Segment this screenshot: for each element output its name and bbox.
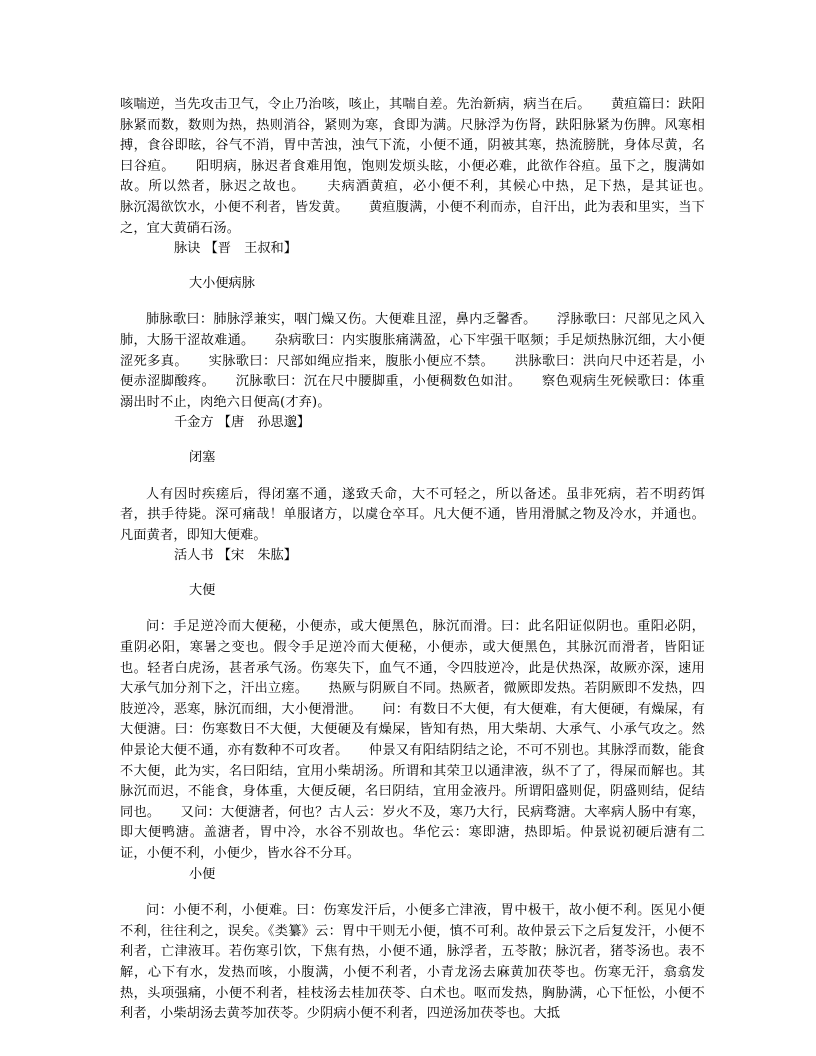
- source-qianjinfang: 千金方 【唐 孙思邈】: [174, 415, 311, 431]
- heading-obstruction: 闭塞: [189, 449, 216, 465]
- heading-urine: 小便: [189, 866, 216, 882]
- source-huorenshu: 活人书 【宋 朱肱】: [174, 548, 297, 564]
- paragraph-pulse-songs: 肺脉歌曰：肺脉浮兼实，咽门燥又伤。大便难且涩，鼻内乏馨香。 浮脉歌曰：尺部见之风入肺，大肠干涩故难通。 杂病歌曰：内实腹胀痛满盈，心下牢强干呕频；手足烦热脉沉细，大小便涩死多真。 实脉歌曰：尺部如绳应指来，腹胀小便应不禁。 洪脉歌曰：洪向尺中还若是，小便赤涩脚酸疼。 沉脉歌曰：沉在尺中腰脚重，小便稠数色如泔。 察色观病生死候歌曰：体重溺出时不止，肉绝六日便高(才弃)。: [120, 312, 705, 410]
- paragraph-obstruction: 人有因时疾瘥后，得闭塞不通，遂致夭命，大不可轻之，所以备述。虽非死病，若不明药饵者，拱手待毙。深可痛哉！单服诸方，以虞仓卒耳。凡大便不通，皆用滑腻之物及冷水，并通也。凡面黄者，即知大便难。: [120, 486, 705, 543]
- paragraph-stool: 问：手足逆冷而大便秘，小便赤，或大便黑色，脉沉而滑。曰：此名阳证似阴也。重阳必阴，重阴必阳，寒暑之变也。假令手足逆冷而大便秘，小便赤，或大便黑色，其脉沉而滑者，皆阳证也。轻者白虎汤，甚者承气汤。伤寒失下，血气不通，令四肢逆冷，此是伏热深，故厥亦深，速用大承气加分剂下之，汗出立瘥。 热厥与阴厥自不同。热厥者，微厥即发热。若阴厥即不发热，四肢逆冷，恶寒，脉沉而细，大小便滑泄。 问：有数日不大便，有大便难，有大便硬，有燥屎，有大便溏。曰：伤寒数日不大便，大便硬及有燥屎，皆知有热，用大柴胡、大承气、小承气攻之。然仲景论大便不通，亦有数种不可攻者。 仲景又有阳结阴结之论，不可不别也。其脉浮而数，能食不大便，此为实，名曰阳结，宜用小柴胡汤。所谓和其荣卫以通津液，纵不了了，得屎而解也。其脉沉而迟，不能食，身体重，大便反硬，名曰阴结，宜用金液丹。所谓阳盛则促，阴盛则结，促结同也。 又问：大便溏者，何也？古人云：岁火不及，寒乃大行，民病骛溏。大率病人肠中有寒，即大便鸭溏。盖溏者，胃中冷，水谷不别故也。华佗云：寒即溏，热即垢。仲景说初硬后溏有二证，小便不利，小便少，皆水谷不分耳。: [120, 619, 705, 861]
- source-maijue: 脉诀 【晋 王叔和】: [174, 241, 297, 257]
- heading-stool-urine-pulse: 大小便病脉: [189, 275, 255, 291]
- paragraph-urine: 问：小便不利，小便难。曰：伤寒发汗后，小便多亡津液，胃中极干，故小便不利。医见小便不利，往往利之，误矣。《类纂》云：胃中干则无小便，慎不可利。故仲景云下之后复发汗，小便不利者，亡津液耳。若伤寒引饮，下焦有热，小便不通，脉浮者，五苓散；脉沉者，猪苓汤也。表不解，心下有水，发热而咳，小腹满，小便不利者，小青龙汤去麻黄加茯苓也。伤寒无汗，翕翕发热，头项强痛，小便不利者，桂枝汤去桂加茯苓、白术也。呕而发热，胸胁满，心下怔忪，小便不利者，小柴胡汤去黄芩加茯苓。少阴病小便不利者，四逆汤加茯苓也。大抵: [120, 903, 705, 1022]
- paragraph-jingui-cough-jaundice: 咳喘逆，当先攻击卫气，令止乃治咳，咳止，其喘自差。先治新病，病当在后。 黄疸篇曰：趺阳脉紧而数，数则为热，热则消谷，紧则为寒，食即为满。尺脉浮为伤肾，趺阳脉紧为伤脾。风寒相搏，食谷即眩，谷气不消，胃中苦浊，浊气下流，小便不通，阴被其寒，热流膀胱，身体尽黄，名曰谷疸。 阳明病，脉迟者食难用饱，饱则发烦头眩，小便必难，此欲作谷疸。虽下之，腹满如故。所以然者，脉迟之故也。 夫病酒黄疸，必小便不利，其候心中热，足下热，是其证也。 脉沉渴欲饮水，小便不利者，皆发黄。 黄疸腹满，小便不利而赤，自汗出，此为表和里实，当下之，宜大黄硝石汤。: [120, 97, 732, 236]
- heading-stool: 大便: [189, 582, 216, 598]
- document-page: [120, 95, 732, 1025]
